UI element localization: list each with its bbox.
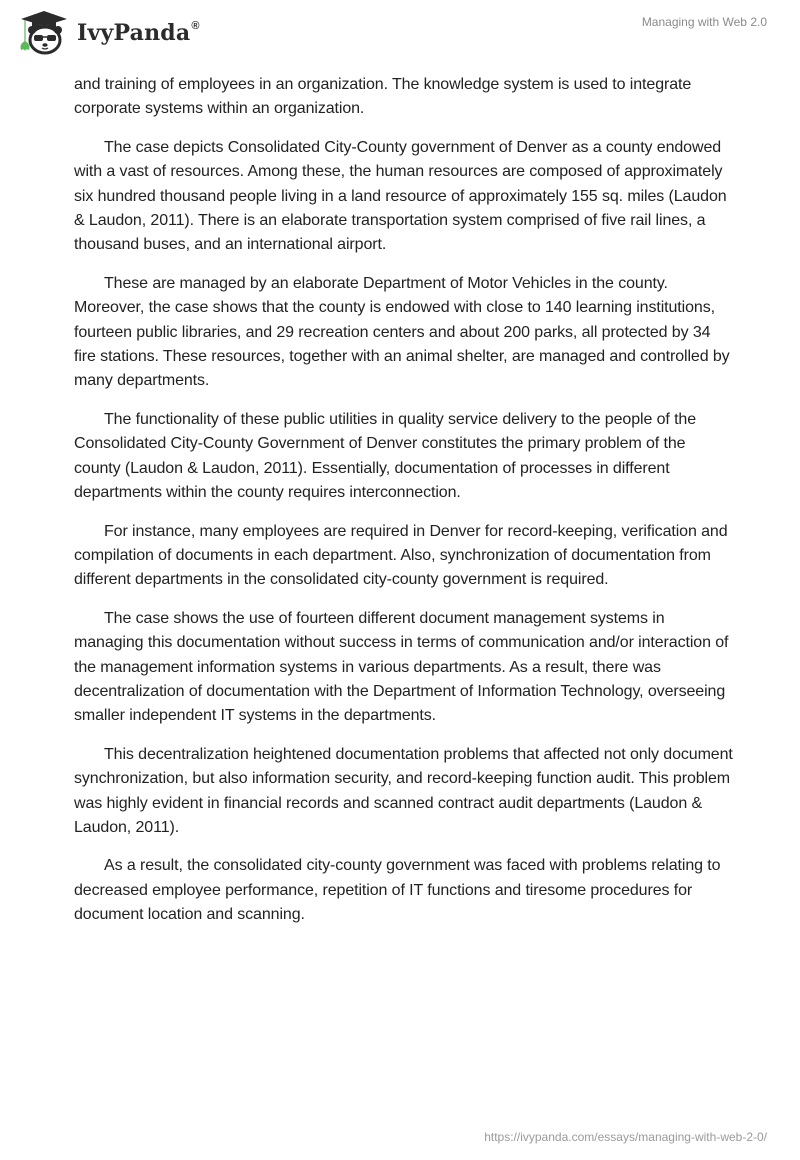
registered-mark: ® [191, 19, 200, 32]
paragraph-3: These are managed by an elaborate Department of Motor Vehicles in the county. Moreover, the case shows that the county is endowed with close to 140 learning institutions, fourteen public libraries, and 29 recreation centers and about 200 parks, all protected by 34 fire stations. These resources, together with an animal shelter, are managed and controlled by many departments. [74, 274, 730, 390]
paragraph-5: For instance, many employees are required in Denver for record-keeping, verification and compilation of documents in each department. Also, synchronization of documentation from different departments in the consolidated city-county government is required. [74, 522, 728, 589]
paragraph-1: and training of employees in an organization. The knowledge system is used to integrate corporate systems within an organization. [74, 76, 692, 118]
document-title: Managing with Web 2.0 [641, 15, 767, 29]
paragraph-7: This decentralization heightened documentation problems that affected not only document synchronization, but also information security, and record-keeping function audit. This problem was highly evident in financial records and scanned contract audit departments (Laudon & Laudon, 2011). [74, 745, 733, 836]
ivypanda-logo[interactable] [15, 8, 200, 56]
paragraph-4: The functionality of these public utilities in quality service delivery to the people of the Consolidated City-County Government of Denver constitutes the primary problem of the county (Laudon & Laudon, 2011). Essentially, documentation of processes in different departments within the county requires interconnection. [74, 410, 697, 502]
page-header [0, 0, 800, 62]
paragraph-2: The case depicts Consolidated City-County government of Denver as a county endowed with a vast of resources. Among these, the human resources are composed of approximately six hundred thousand people living in a land resource of approximately 155 sq. miles (Laudon & Laudon, 2011). There is an elaborate transportation system comprised of five rail lines, a thousand buses, and an international airport. [74, 138, 727, 254]
essay-body [74, 73, 734, 942]
panda-graduate-icon [15, 8, 73, 56]
logo-wordmark: IvyPanda® [77, 19, 200, 46]
paragraph-6: The case shows the use of fourteen different document management systems in managing this documentation without success in terms of communication and/or interaction of the management information systems in various departments. As a result, there was decentralization of documentation with the Department of Information Technology, overseeing smaller independent IT systems in the departments. [74, 609, 729, 725]
source-url-link[interactable]: https://ivypanda.com/essays/managing-with-web-2-0/ [484, 1130, 767, 1144]
paragraph-8: As a result, the consolidated city-county government was faced with problems relating to decreased employee performance, repetition of IT functions and tiresome procedures for document location and scanning. [74, 857, 721, 924]
